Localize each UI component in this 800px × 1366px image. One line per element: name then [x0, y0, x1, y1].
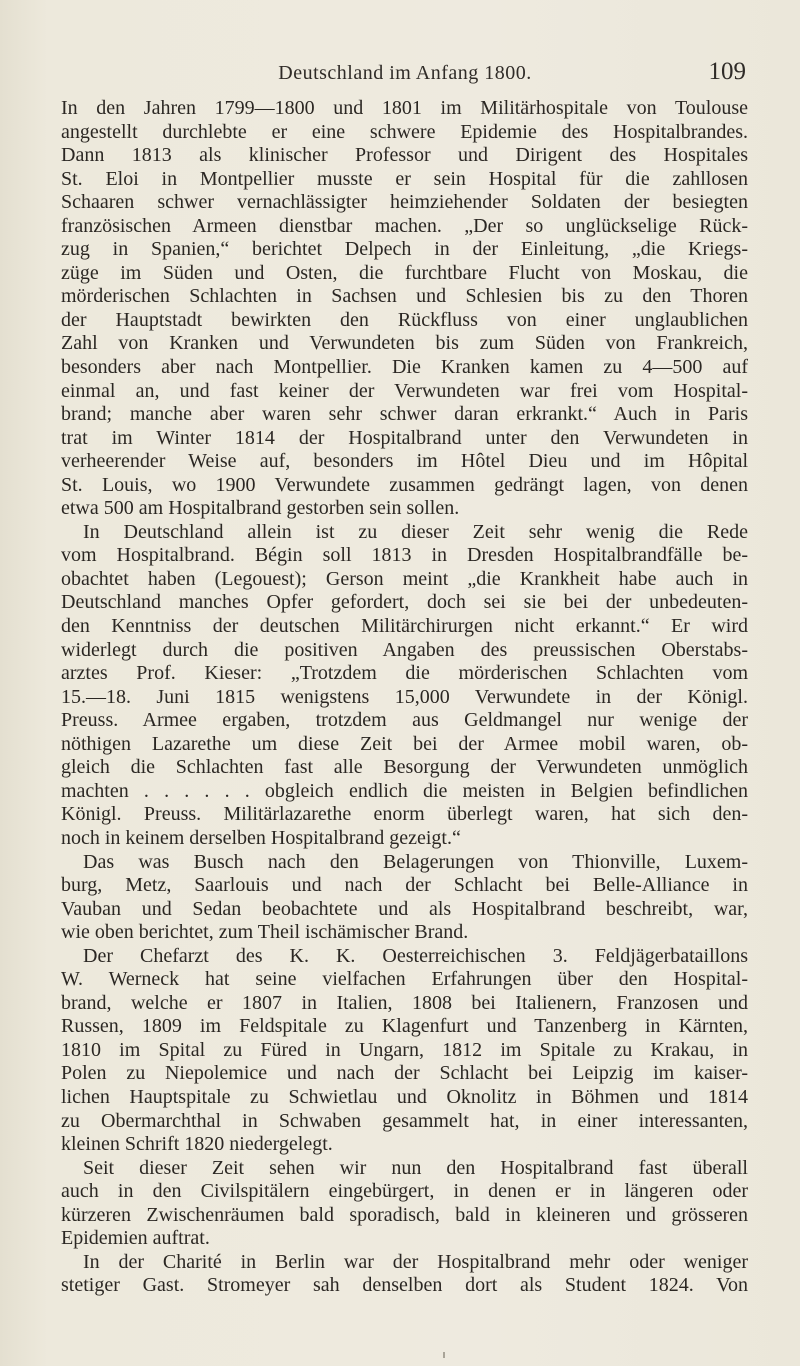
text-line: W. Werneck hat seine vielfachen Erfahrungen über den Hospital-	[61, 968, 748, 991]
text-line: St. Louis, wo 1900 Verwundete zusammen gedrängt lagen, von denen	[61, 473, 748, 496]
text-line: Preuss. Armee ergaben, trotzdem aus Geldmangel nur wenige der	[61, 709, 748, 732]
text-line: Dann 1813 als klinischer Professor und Dirigent des Hospitales	[61, 144, 748, 167]
text-line: Königl. Preuss. Militärlazarethe enorm überlegt waren, hat sich den-	[61, 803, 748, 826]
text-line: einmal an, und fast keiner der Verwundeten war frei vom Hospital-	[61, 379, 748, 402]
running-title: Deutschland im Anfang 1800.	[278, 62, 532, 84]
text-line: In der Charité in Berlin war der Hospitalbrand mehr oder weniger	[83, 1250, 748, 1273]
text-line: verheerender Weise auf, besonders im Hôtel Dieu und im Hôpital	[61, 450, 748, 473]
text-line: Vauban und Sedan beobachtete und als Hospitalbrand beschreibt, war,	[61, 897, 748, 920]
text-line: Schaaren schwer vernachlässigter heimziehender Soldaten der besiegten	[61, 191, 748, 214]
text-line: stetiger Gast. Stromeyer sah denselben dort als Student 1824. Von	[61, 1274, 748, 1297]
text-line: vom Hospitalbrand. Bégin soll 1813 in Dresden Hospitalbrandfälle be-	[61, 544, 748, 567]
text-line: burg, Metz, Saarlouis und nach der Schlacht bei Belle-Alliance in	[61, 874, 748, 897]
text-line: lichen Hauptspitale zu Schwietlau und Oknolitz in Böhmen und 1814	[61, 1085, 748, 1108]
text-line: kürzeren Zwischenräumen bald sporadisch, bald in kleineren und grösseren	[61, 1203, 748, 1226]
text-line: In den Jahren 1799—1800 und 1801 im Militärhospitale von Toulouse	[61, 97, 748, 119]
text-line: widerlegt durch die positiven Angaben des preussischen Oberstabs-	[61, 638, 748, 661]
text-line: machten . . . . . . obgleich endlich die meisten in Belgien befindlichen	[61, 779, 748, 802]
text-line: Der Chefarzt des K. K. Oesterreichischen 3. Feldjägerbataillons	[83, 944, 748, 967]
text-line: züge im Süden und Osten, die furchtbare Flucht von Moskau, die	[61, 261, 748, 284]
text-line: zu Obermarchthal in Schwaben gesammelt hat, in einer interessanten,	[61, 1109, 748, 1132]
text-line: obachtet haben (Legouest); Gerson meint „die Krankheit habe auch in	[61, 567, 748, 590]
text-line: 15.—18. Juni 1815 wenigstens 15,000 Verwundete in der Königl.	[61, 685, 748, 708]
text-line: französischen Armeen dienstbar machen. „Der so unglückselige Rück-	[61, 214, 748, 237]
text-line: auch in den Civilspitälern eingebürgert, in denen er in längeren oder	[61, 1180, 748, 1203]
text-line: zug in Spanien,“ berichtet Delpech in der Einleitung, „die Kriegs-	[61, 238, 748, 261]
text-line: In Deutschland allein ist zu dieser Zeit sehr wenig die Rede	[83, 520, 748, 543]
text-line: den Kenntniss der deutschen Militärchirurgen nicht erkannt.“ Er wird	[61, 615, 748, 638]
text-line: besonders aber nach Montpellier. Die Kranken kamen zu 4—500 auf	[61, 356, 748, 379]
text-line: Das was Busch nach den Belagerungen von Thionville, Luxem-	[83, 850, 748, 873]
text-line: mörderischen Schlachten in Sachsen und Schlesien bis zu den Thoren	[61, 285, 748, 308]
text-line: der Hauptstadt bewirkten den Rückfluss von einer unglaublichen	[61, 308, 748, 331]
text-line: noch in keinem derselben Hospitalbrand gezeigt.“	[61, 826, 461, 849]
text-line: Seit dieser Zeit sehen wir nun den Hospitalbrand fast überall	[83, 1156, 748, 1179]
text-line: trat im Winter 1814 der Hospitalbrand unter den Verwundeten in	[61, 426, 748, 449]
text-line: angestellt durchlebte er eine schwere Epidemie des Hospitalbrandes.	[61, 120, 748, 143]
text-line: Polen zu Niepolemice und nach der Schlacht bei Leipzig im kaiser-	[61, 1062, 748, 1085]
text-line: kleinen Schrift 1820 niedergelegt.	[61, 1133, 333, 1156]
text-line: wie oben berichtet, zum Theil ischämischer Brand.	[61, 921, 469, 944]
text-line: Zahl von Kranken und Verwundeten bis zum Süden von Frankreich,	[61, 332, 748, 355]
paper-speck	[443, 1352, 445, 1358]
text-line: 1810 im Spital zu Füred in Ungarn, 1812 im Spitale zu Krakau, in	[61, 1038, 748, 1061]
text-line: brand, welche er 1807 in Italien, 1808 bei Italienern, Franzosen und	[61, 991, 748, 1014]
text-line: arztes Prof. Kieser: „Trotzdem die mörderischen Schlachten vom	[61, 662, 748, 685]
text-line: Epidemien auftrat.	[61, 1227, 210, 1250]
text-line: gleich die Schlachten fast alle Besorgung der Verwundeten unmöglich	[61, 756, 748, 779]
text-line: nöthigen Lazarethe um diese Zeit bei der Armee mobil waren, ob-	[61, 732, 748, 755]
text-line: Russen, 1809 im Feldspitale zu Klagenfurt und Tanzenberg in Kärnten,	[61, 1015, 748, 1038]
text-line: Deutschland manches Opfer gefordert, doch sei sie bei der unbedeuten-	[61, 591, 748, 614]
text-line: etwa 500 am Hospitalbrand gestorben sein sollen.	[61, 497, 460, 520]
page-header	[60, 58, 750, 92]
text-line: St. Eloi in Montpellier musste er sein Hospital für die zahllosen	[61, 167, 748, 190]
text-line: brand; manche aber waren sehr schwer daran erkrankt.“ Auch in Paris	[61, 403, 748, 426]
page-number: 109	[708, 58, 746, 85]
body-text	[61, 97, 748, 1298]
